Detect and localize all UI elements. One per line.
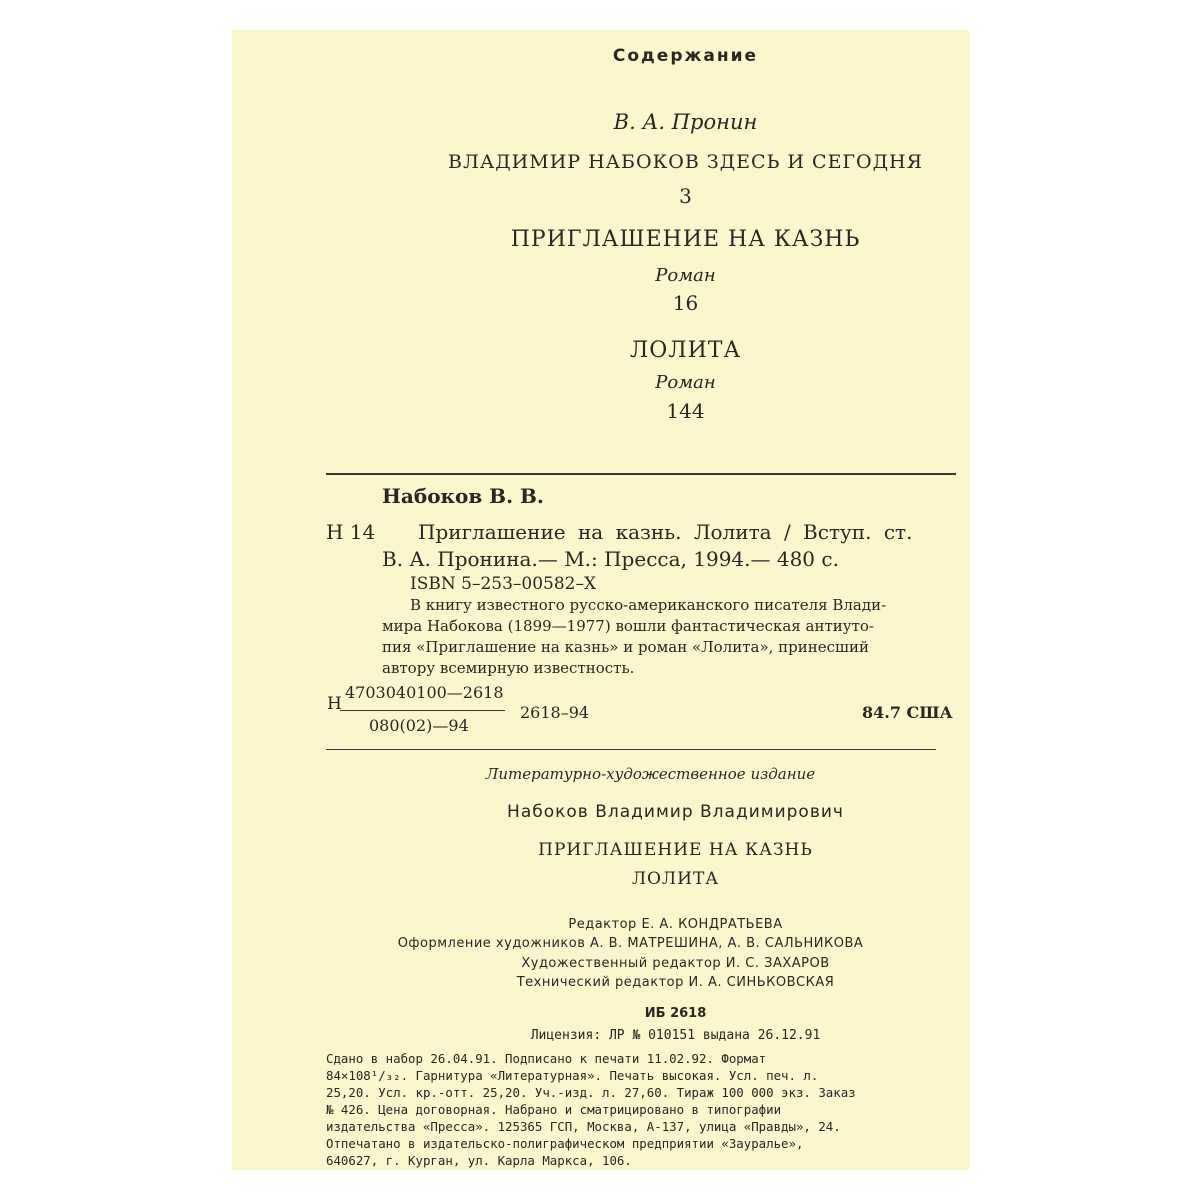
- credit-line: Технический редактор И. А. СИНЬКОВСКАЯ: [516, 975, 835, 990]
- classification-bbk: 84.7 США: [862, 703, 953, 722]
- catalog-annotation-line: В книгу известного русско-американского писателя Влади-: [410, 596, 887, 614]
- divider-line: [326, 473, 956, 475]
- contents-entry-page: 3: [679, 184, 692, 208]
- printing-details: Сдано в набор 26.04.91. Подписано к печати 11.02.92. Формат 84×108¹/₃₂. Гарнитура «Литературная». Печать высокая. Усл. печ. л. 25,20. Усл. кр.-отт. 25,20. Уч.-изд. л. 27,60. Тираж 100 000 экз. Заказ № 426. Цена договорная. Набрано и сматрицировано в типографии издательства «Пресса». 125365 ГСП, Москва, А-137, улица «Правды», 24. Отпечатано в издательско-полиграфическом предприятии «Зауралье», 640627, г. Курган, ул. Карла Маркса, 106.: [326, 1051, 856, 1168]
- catalog-line: Приглашение на казнь. Лолита / Вступ. ст.: [418, 520, 913, 544]
- credit-line: Оформление художников А. В. МАТРЕШИНА, А. В. САЛЬНИКОВА: [397, 936, 864, 951]
- imprint-author: Набоков Владимир Владимирович: [507, 802, 844, 822]
- edition-type: Литературно-художественное издание: [485, 765, 816, 783]
- catalog-code: Н 14: [326, 520, 376, 544]
- contents-entry-title: ПРИГЛАШЕНИЕ НА КАЗНЬ: [510, 227, 861, 252]
- divider-line: [326, 749, 936, 750]
- book-page: [232, 30, 969, 1170]
- contents-entry-title: ВЛАДИМИР НАБОКОВ ЗДЕСЬ И СЕГОДНЯ: [448, 151, 923, 173]
- contents-entry-genre: Роман: [655, 265, 716, 286]
- license-line: Лицензия: ЛР № 010151 выдана 26.12.91: [530, 1028, 821, 1043]
- classification-prefix: Н: [327, 694, 342, 714]
- credit-line: Редактор Е. А. КОНДРАТЬЕВА: [568, 917, 783, 932]
- catalog-annotation-line: автору всемирную известность.: [382, 659, 635, 677]
- ib-number: ИБ 2618: [644, 1006, 707, 1021]
- catalog-isbn: ISBN 5–253–00582–X: [410, 574, 597, 594]
- contents-entry-genre: Роман: [655, 372, 716, 393]
- classification-middle: 2618–94: [520, 703, 590, 722]
- catalog-author: Набоков В. В.: [382, 484, 544, 508]
- catalog-line: В. А. Пронина.— М.: Пресса, 1994.— 480 с.: [382, 547, 839, 571]
- contents-entry-page: 144: [666, 399, 705, 423]
- imprint-title: ПРИГЛАШЕНИЕ НА КАЗНЬ: [538, 840, 813, 860]
- classification-denominator: 080(02)—94: [369, 716, 469, 735]
- fraction-line: [340, 710, 505, 711]
- catalog-annotation-line: мира Набокова (1899—1977) вошли фантастическая антиуто-: [382, 617, 874, 635]
- contents-entry-author: В. А. Пронин: [613, 110, 758, 134]
- contents-entry-page: 16: [672, 291, 699, 315]
- catalog-annotation-line: пия «Приглашение на казнь» и роман «Лолита», принесший: [382, 638, 869, 656]
- credit-line: Художественный редактор И. С. ЗАХАРОВ: [521, 956, 830, 971]
- classification-numerator: 4703040100—2618: [345, 683, 504, 702]
- imprint-title: ЛОЛИТА: [631, 869, 720, 889]
- contents-heading: Содержание: [612, 46, 759, 66]
- contents-entry-title: ЛОЛИТА: [629, 338, 742, 363]
